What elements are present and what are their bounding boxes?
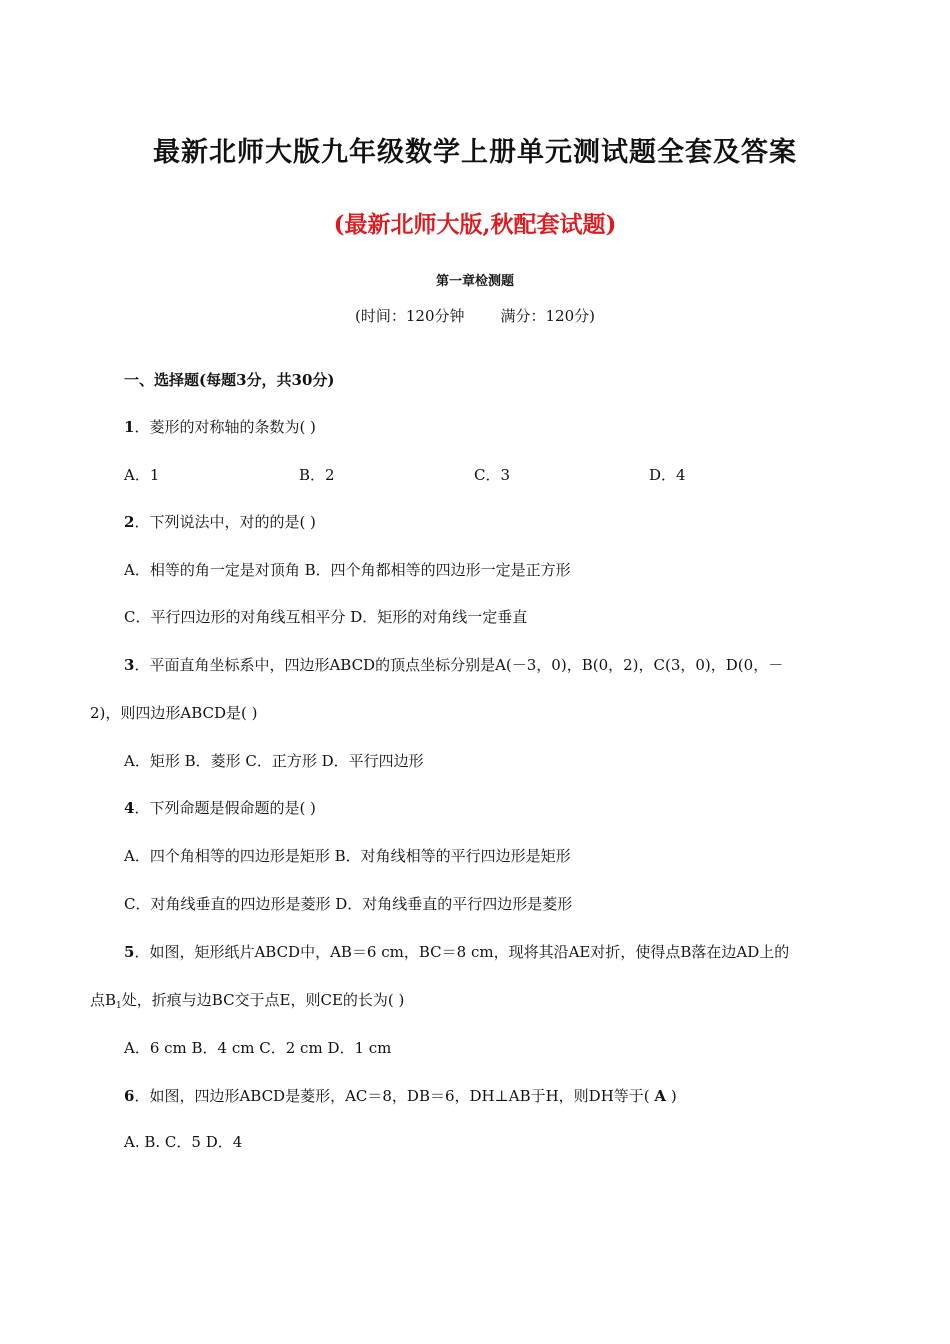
question-text: ．菱形的对称轴的条数为( ) (134, 418, 316, 436)
question-number: 6 (124, 1087, 135, 1105)
question-5 (124, 941, 789, 962)
question-3-continued: 2)，则四边形ABCD是( ) (90, 704, 258, 722)
question-number: 1 (124, 418, 135, 436)
question-6 (124, 1085, 677, 1106)
question-text: ．如图，四边形ABCD是菱形，AC＝8，DB＝6，DH⊥AB于H，则DH等于( (134, 1087, 650, 1105)
question-text: ．如图，矩形纸片ABCD中，AB＝6 cm，BC＝8 cm，现将其沿AE对折，使得点B落在边AD上的 (134, 943, 790, 961)
question-number: 3 (124, 656, 135, 674)
exam-time: (时间：120分钟 (355, 307, 465, 325)
exam-meta (0, 305, 950, 326)
question-number: 2 (124, 513, 135, 531)
question-2-options-cd: C．平行四边形的对角线互相平分 D．矩形的对角线一定垂直 (124, 608, 528, 626)
question-6-options: A. B. C．5 D．4 (124, 1133, 243, 1151)
answer-mark: A (654, 1087, 667, 1105)
question-close: ) (670, 1087, 677, 1105)
exam-score: 满分：120分) (500, 307, 595, 325)
question-text: ．下列说法中，对的的是( ) (134, 513, 316, 531)
chapter-heading: 第一章检测题 (435, 274, 514, 289)
subscript: 1 (116, 1001, 122, 1011)
document-subtitle: (最新北师大版,秋配套试题) (333, 211, 617, 238)
question-1 (124, 416, 316, 437)
question-2-options-ab: A．相等的角一定是对顶角 B．四个角都相等的四边形一定是正方形 (124, 561, 571, 579)
question-text: ．平面直角坐标系中，四边形ABCD的顶点坐标分别是A(－3，0)，B(0，2)，C(3，0)，D(0，－ (134, 656, 784, 674)
option-b: B．2 (299, 466, 335, 484)
question-text: ．下列命题是假命题的是( ) (134, 799, 316, 817)
question-4-options-ab: A．四个角相等的四边形是矩形 B．对角线相等的平行四边形是矩形 (124, 847, 571, 865)
question-number: 5 (124, 943, 135, 961)
option-a: A．1 (124, 466, 160, 484)
question-4 (124, 797, 316, 818)
question-number: 4 (124, 799, 135, 817)
section-heading: 一、选择题(每题3分，共30分) (124, 371, 335, 389)
text-fragment: 点B (90, 991, 117, 1009)
document-title: 最新北师大版九年级数学上册单元测试题全套及答案 (153, 137, 797, 168)
question-4-options-cd: C．对角线垂直的四边形是菱形 D．对角线垂直的平行四边形是菱形 (124, 895, 573, 913)
question-1-options (124, 464, 824, 484)
option-d: D．4 (649, 466, 686, 484)
text-fragment: 处，折痕与边BC交于点E，则CE的长为( ) (121, 991, 405, 1009)
question-5-options: A．6 cm B．4 cm C．2 cm D．1 cm (124, 1039, 392, 1057)
question-3 (124, 654, 783, 675)
option-c: C．3 (474, 466, 511, 484)
question-2 (124, 511, 316, 532)
question-3-options: A．矩形 B．菱形 C．正方形 D．平行四边形 (124, 752, 424, 770)
question-5-continued (90, 989, 404, 1011)
